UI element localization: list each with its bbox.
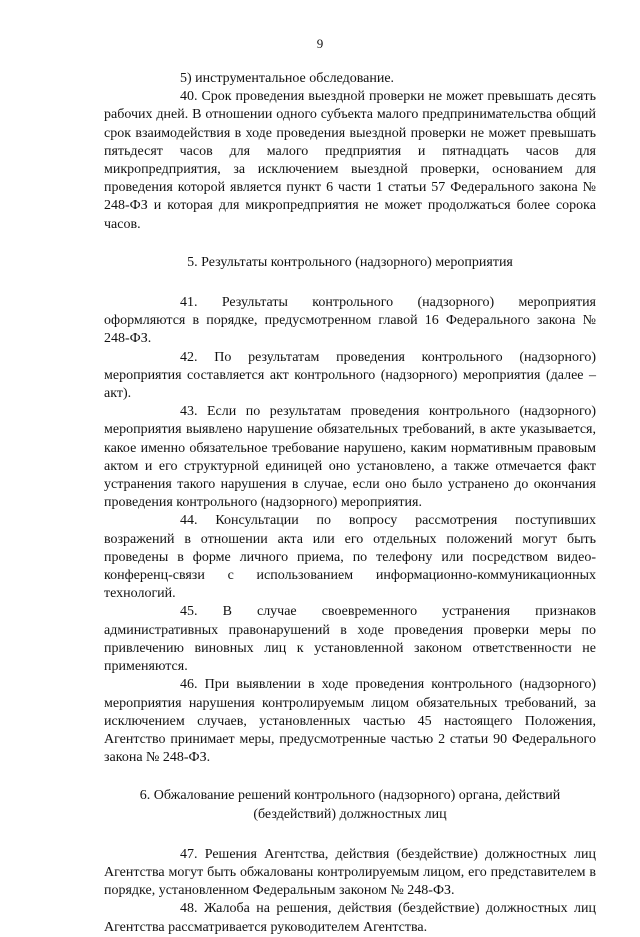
item-text: Срок проведения выездной проверки не может превышать десять рабочих дней. В отношении одного субъекта малого предпринимательства общий срок взаимодействия в ходе проведения выездной проверки не может превышать пятьдесят часов для малого предприятия и пятнадцать часов для микропредприятия, за исключением выездной проверки, основанием для проведения которой является пункт 6 части 1 статьи 57 Федерального закона № 248-ФЗ и которая для микропредприятия не может продолжаться более сорока часов. [104, 89, 596, 232]
paragraph-item-5 [104, 70, 596, 88]
document-body [104, 70, 596, 937]
paragraph-43 [104, 403, 596, 512]
item-text: Консультации по вопросу рассмотрения поступивших возражений в отношении акта или его отдельных положений могут быть проведены в форме личного приема, по телефону или посредством видео-конференц-связи с использованием информационно-коммуникационных технологий. [104, 513, 597, 602]
item-text: инструментальное обследование. [195, 71, 395, 86]
item-text: В случае своевременного устранения признаков административных правонарушений в ходе проведения проверки меры по привлечению виновных лиц к установленной законом ответственности не применяются. [104, 604, 597, 675]
item-number: 42. [180, 349, 198, 365]
section-6-heading-line-2: (бездействий) должностных лиц [253, 806, 447, 822]
section-5-heading: 5. Результаты контрольного (надзорного) мероприятия [187, 254, 513, 270]
paragraph-48 [104, 900, 596, 936]
item-text: Жалоба на решения, действия (бездействие) должностных лиц Агентства рассматривается руководителем Агентства. [104, 901, 596, 935]
section-6-heading-line-1: 6. Обжалование решений контрольного (надзорного) органа, действий [139, 788, 561, 804]
paragraph-46 [104, 676, 596, 767]
paragraph-42 [104, 349, 596, 404]
item-number: 43. [180, 404, 198, 420]
item-number: 46. [180, 677, 198, 693]
item-text: Результаты контрольного (надзорного) мероприятия оформляются в порядке, предусмотренном главой 16 Федерального закона № 248-ФЗ. [104, 295, 596, 347]
paragraph-45 [104, 603, 596, 676]
item-number: 40. [180, 89, 198, 105]
item-text: По результатам проведения контрольного (надзорного) мероприятия составляется акт контрольного (надзорного) мероприятия (далее – акт). [104, 349, 597, 402]
paragraph-47 [104, 846, 596, 901]
item-number: 5) [180, 71, 192, 86]
item-number: 47. [180, 846, 198, 862]
item-number: 45. [180, 604, 198, 620]
item-number: 41. [180, 295, 198, 311]
item-text: Решения Агентства, действия (бездействие) должностных лиц Агентства могут быть обжалованы контролируемым лицом, его представителем в порядке, установленном Федеральным законом № 248-ФЗ. [104, 846, 596, 899]
item-text: Если по результатам проведения контрольного (надзорного) мероприятия выявлено нарушение обязательных требований, в акте указывается, какое именно обязательное требование нарушено, каким нормативным правовым актом и его структурной единицей оно установлено, а также отмечается факт устранения такого нарушения в случае, если оно было устранено до окончания проведения контрольного (надзорного) мероприятия. [104, 404, 596, 511]
item-number: 44. [180, 513, 198, 529]
page-number: 9 [316, 36, 324, 51]
item-text: При выявлении в ходе проведения контрольного (надзорного) мероприятия нарушения контролируемым лицом обязательных требований, за исключением случаев, установленных частью 45 настоящего Положения, Агентство принимает меры, предусмотренные частью 2 статьи 90 Федерального закона № 248-ФЗ. [104, 677, 597, 766]
paragraph-41 [104, 294, 596, 349]
item-number: 48. [180, 901, 198, 917]
paragraph-40 [104, 88, 596, 234]
paragraph-44 [104, 512, 596, 603]
